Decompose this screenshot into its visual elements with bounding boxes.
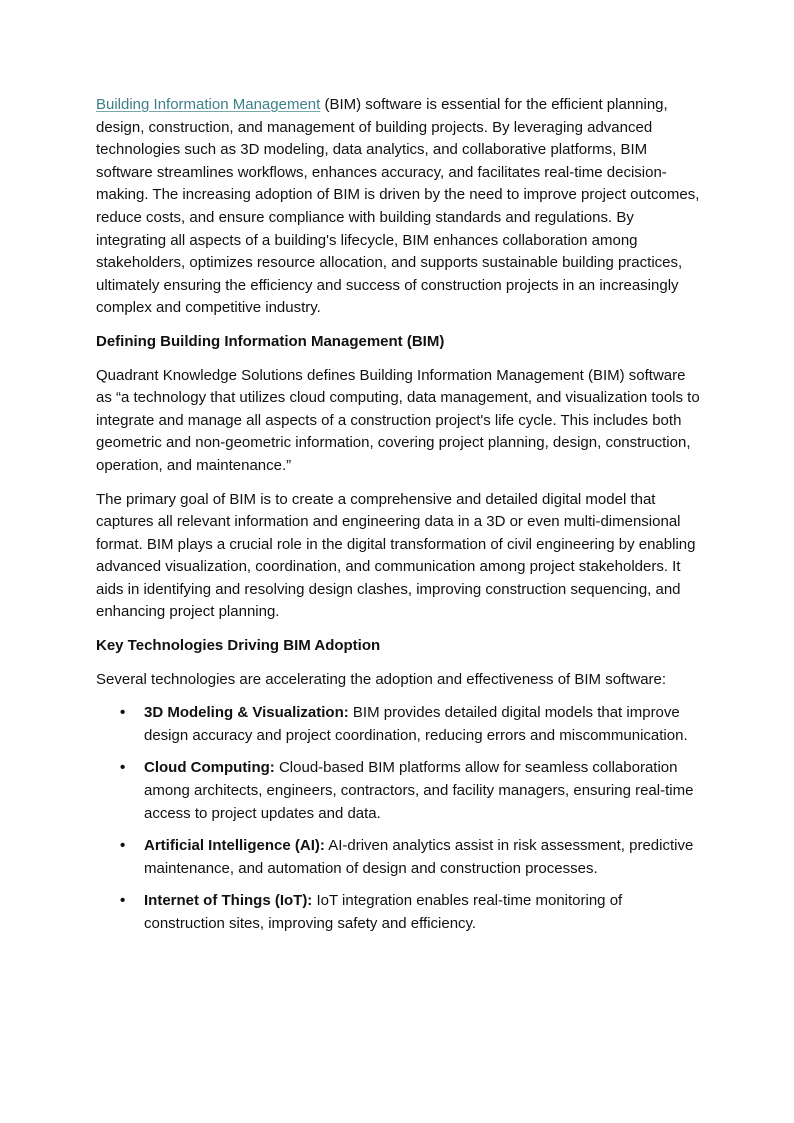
definition-paragraph: Quadrant Knowledge Solutions defines Building Information Management (BIM) software as “a technology that utilizes cloud computing, data management, and visualization tools to integrate and manage all aspects of a construction project's life cycle. This includes both geometric and non-geometric information, covering project planning, design, construction, operation, and maintenance.” <box>96 366 700 474</box>
list-item-text: Cloud-based BIM platforms allow for seamless collaboration among architects, engineers, contractors, and facility managers, ensuring real-time access to project updates and data. <box>144 759 694 822</box>
list-item-term: Artificial Intelligence (AI): <box>144 837 325 855</box>
technologies-intro-paragraph: Several technologies are accelerating the adoption and effectiveness of BIM software: <box>96 670 667 688</box>
list-item-text: IoT integration enables real-time monitoring of construction sites, improving safety and efficiency. <box>144 892 623 932</box>
section-heading-key-technologies: Key Technologies Driving BIM Adoption <box>96 637 381 655</box>
bullet-icon: • <box>120 837 126 855</box>
technologies-list <box>96 702 702 935</box>
section-heading-defining-bim: Defining Building Information Management (BIM) <box>96 332 445 350</box>
bullet-icon: • <box>120 704 126 722</box>
list-item-3d-modeling <box>96 702 702 747</box>
list-item-term: Internet of Things (IoT): <box>144 892 313 910</box>
document-page <box>96 94 702 946</box>
goal-paragraph: The primary goal of BIM is to create a comprehensive and detailed digital model that captures all relevant information and engineering data in a 3D or even multi-dimensional format. BIM plays a crucial role in the digital transformation of civil engineering by enabling advanced visualization, coordination, and communication among project stakeholders. It aids in identifying and resolving design clashes, improving construction sequencing, and enhancing project planning. <box>96 490 696 621</box>
intro-paragraph <box>96 94 702 320</box>
list-item-artificial-intelligence <box>96 835 702 880</box>
list-item-term: Cloud Computing: <box>144 759 275 777</box>
bullet-icon: • <box>120 759 126 777</box>
list-item-internet-of-things <box>96 890 702 935</box>
bim-link[interactable]: Building Information Management <box>96 96 321 113</box>
list-item-text: AI-driven analytics assist in risk assessment, predictive maintenance, and automation of design and construction processes. <box>144 837 694 877</box>
bullet-icon: • <box>120 892 126 910</box>
intro-text: (BIM) software is essential for the efficient planning, design, construction, and management of building projects. By leveraging advanced technologies such as 3D modeling, data analytics, and collaborative platforms, BIM software streamlines workflows, enhances accuracy, and facilitates real-time decision-making. The increasing adoption of BIM is driven by the need to improve project outcomes, reduce costs, and ensure compliance with building standards and regulations. By integrating all aspects of a building's lifecycle, BIM enhances collaboration among stakeholders, optimizes resource allocation, and supports sustainable building practices, ultimately ensuring the efficiency and success of construction projects in an increasingly complex and competitive industry. <box>96 96 700 317</box>
list-item-cloud-computing <box>96 757 702 825</box>
list-item-term: 3D Modeling & Visualization: <box>144 704 349 722</box>
list-item-text: BIM provides detailed digital models that improve design accuracy and project coordination, reducing errors and miscommunication. <box>144 704 688 744</box>
